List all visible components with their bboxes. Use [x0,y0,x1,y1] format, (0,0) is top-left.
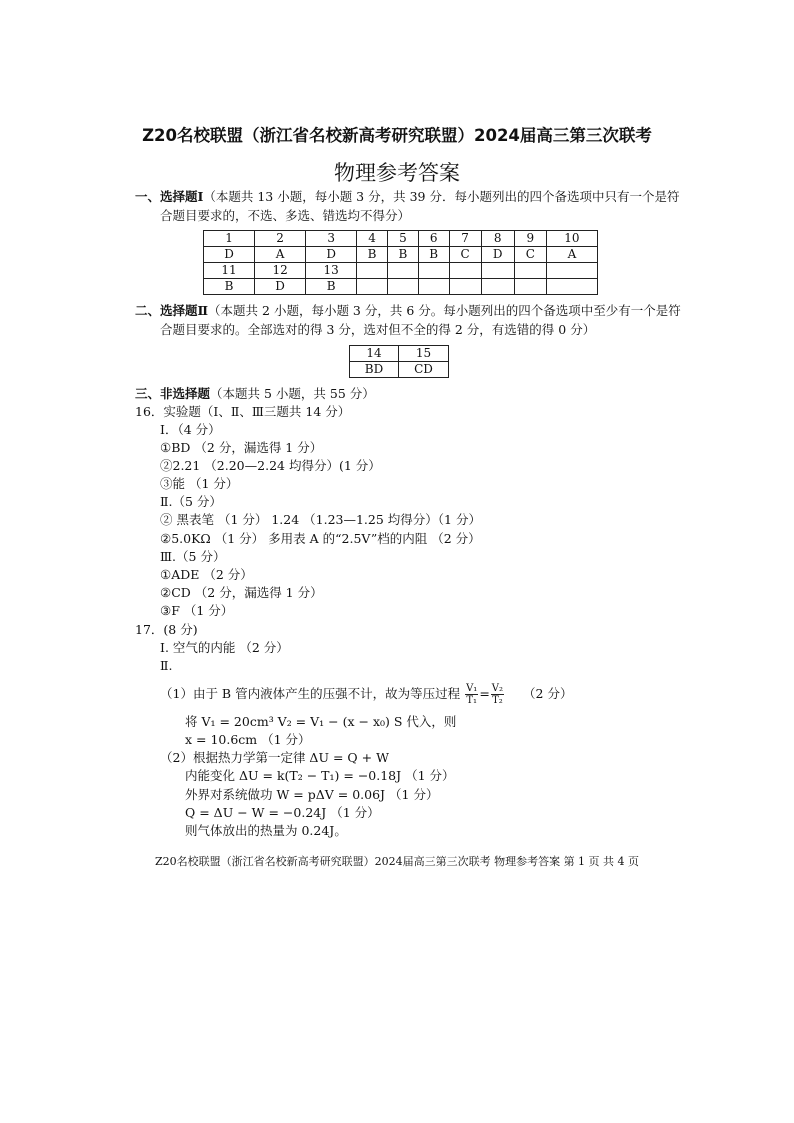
q17-sub1-score: （2 分） [523,686,573,701]
q16-line: ②CD （2 分，漏选得 1 分） [160,585,323,600]
table-cell: D [204,247,255,263]
table-cell: 9 [514,231,546,247]
section3-desc: （本题共 5 小题，共 55 分） [210,386,375,401]
table-cell: 2 [255,231,306,247]
table-cell: B [306,279,357,295]
table-cell [418,279,449,295]
section2-header [135,302,681,319]
fraction-v1-t1 [465,683,478,706]
table-cell: 8 [481,231,514,247]
q17-sub1-text: （1）由于 B 管内液体产生的压强不计，故为等压过程 [160,686,461,701]
q17-sub2-line1: （2）根据热力学第一定律 ΔU = Q + W [160,750,389,765]
fraction-numerator: V₁ [466,683,478,694]
table-cell: D [481,247,514,263]
table-cell: D [306,247,357,263]
q16-line: ③能 （1 分） [160,476,239,491]
section2-desc-2: 合题目要求的。全部选对的得 3 分，选对但不全的得 2 分，有选错的得 0 分） [160,322,596,337]
table-cell: B [204,279,255,295]
table-cell: 13 [306,263,357,279]
q16-heading: 16．实验题（Ⅰ、Ⅱ、Ⅲ三题共 14 分） [135,404,351,419]
table-cell: B [388,247,419,263]
table-cell: 10 [546,231,597,247]
table-cell: C [449,247,481,263]
equals-sign: = [479,686,490,701]
table-row [204,231,598,247]
table-cell [449,263,481,279]
q17-part1: Ⅰ. 空气的内能 （2 分） [160,640,289,655]
table-cell: 1 [204,231,255,247]
table-cell: 11 [204,263,255,279]
table-cell: CD [399,362,449,378]
table-cell [481,263,514,279]
section2-heading: 二、选择题Ⅱ [135,303,209,318]
section1-answer-table [203,230,598,295]
section3-header [135,385,375,402]
fraction-numerator: V₂ [491,683,504,694]
section1-header [135,188,679,205]
table-cell [388,263,419,279]
q16-line: ② 黑表笔 （1 分） 1.24 （1.23—1.25 均得分）（1 分） [160,512,481,527]
table-cell [546,279,597,295]
table-cell [357,263,388,279]
fraction-denominator: T₂ [492,695,503,706]
q17-part2: Ⅱ. [160,658,173,673]
q16-line: Ⅰ．（4 分） [160,422,221,437]
section1-heading: 一、选择题Ⅰ [135,189,204,204]
q17-sub2-line4: Q = ΔU − W = −0.24J （1 分） [185,805,380,820]
table-cell: 6 [418,231,449,247]
table-row [204,263,598,279]
fraction-v2-t2 [491,683,504,706]
q17-sub2-line5: 则气体放出的热量为 0.24J。 [185,823,347,838]
table-cell [546,263,597,279]
q17-sub1-line2: 将 V₁ = 20cm³ V₂ = V₁ − (x − x₀) S 代入，则 [185,714,457,729]
section1-desc-2: 合题目要求的，不选、多选、错选均不得分） [160,208,411,223]
q16-line: ①ADE （2 分） [160,567,253,582]
q16-line: Ⅱ.（5 分） [160,494,222,509]
table-cell [514,279,546,295]
table-cell: 15 [399,346,449,362]
section3-heading: 三、非选择题 [135,386,211,401]
table-cell: 7 [449,231,481,247]
q16-line: Ⅲ.（5 分） [160,549,226,564]
page-footer: Z20名校联盟（浙江省名校新高考研究联盟）2024届高三第三次联考 物理参考答案 第 1 页 共 4 页 [154,855,640,868]
table-cell [449,279,481,295]
table-row [204,247,598,263]
table-cell [388,279,419,295]
table-cell: 12 [255,263,306,279]
fraction-denominator: T₁ [466,695,478,706]
q16-line: ②5.0KΩ （1 分） 多用表 A 的“2.5V”档的内阻 （2 分） [160,531,481,546]
table-cell: B [357,247,388,263]
q17-sub2-line3: 外界对系统做功 W = pΔV = 0.06J （1 分） [185,787,439,802]
table-cell: 14 [350,346,399,362]
table-cell [514,263,546,279]
table-cell [481,279,514,295]
table-cell: B [418,247,449,263]
q17-sub1-line1 [160,683,572,706]
table-cell [357,279,388,295]
page-title: Z20名校联盟（浙江省名校新高考研究联盟）2024届高三第三次联考 [142,126,652,145]
q16-line: ②2.21 （2.20—2.24 均得分）(1 分） [160,458,381,473]
q16-line: ③F （1 分） [160,603,234,618]
q17-sub1-line3: x = 10.6cm （1 分） [185,732,311,747]
q16-line: ①BD （2 分，漏选得 1 分） [160,440,323,455]
table-cell: A [255,247,306,263]
table-cell: C [514,247,546,263]
table-cell [418,263,449,279]
table-row [204,279,598,295]
table-cell: A [546,247,597,263]
table-row [350,362,449,378]
section2-answer-table [349,345,449,378]
table-cell: 3 [306,231,357,247]
page-subtitle: 物理参考答案 [334,161,460,185]
section2-desc-1: （本题共 2 小题，每小题 3 分，共 6 分。每小题列出的四个备选项中至少有一个是符 [208,303,681,318]
table-cell: BD [350,362,399,378]
q17-sub2-line2: 内能变化 ΔU = k(T₂ − T₁) = −0.18J （1 分） [185,768,455,783]
section1-desc-1: （本题共 13 小题，每小题 3 分，共 39 分．每小题列出的四个备选项中只有一个是符 [203,189,680,204]
table-cell: 4 [357,231,388,247]
q17-heading: 17．(8 分) [135,622,198,637]
table-row [350,346,449,362]
table-cell: 5 [388,231,419,247]
table-cell: D [255,279,306,295]
